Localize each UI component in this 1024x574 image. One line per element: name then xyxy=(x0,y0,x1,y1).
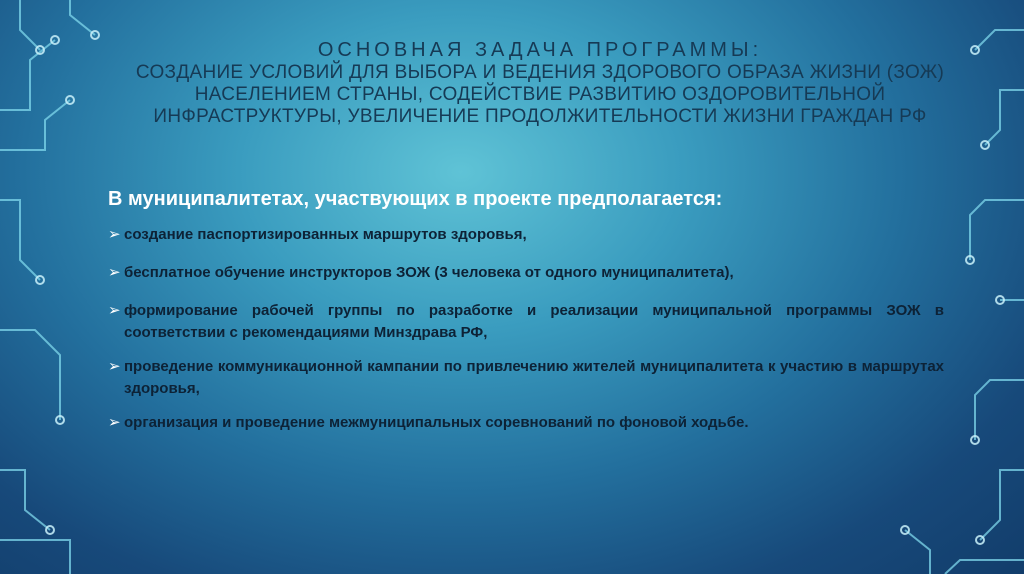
bullet-list xyxy=(108,224,958,434)
arrow-bullet-icon: ➢ xyxy=(108,226,121,243)
slide-heading xyxy=(100,38,980,128)
arrow-bullet-icon: ➢ xyxy=(108,358,121,375)
arrow-bullet-icon: ➢ xyxy=(108,264,121,281)
slide-title: ОСНОВНАЯ ЗАДАЧА ПРОГРАММЫ: xyxy=(317,39,763,61)
list-item-text: проведение коммуникационной кампании по привлечению жителей муниципалитета к участию в маршрутах здоровья, xyxy=(124,358,944,397)
slide-subtitle: СОЗДАНИЕ УСЛОВИЙ ДЛЯ ВЫБОРА И ВЕДЕНИЯ ЗДОРОВОГО ОБРАЗА ЖИЗНИ (ЗОЖ) НАСЕЛЕНИЕМ СТРАНЫ, СОДЕЙСТВИЕ РАЗВИТИЮ ОЗДОРОВИТЕЛЬНОЙ ИНФРАСТРУКТУРЫ, УВЕЛИЧЕНИЕ ПРОДОЛЖИТЕЛЬНОСТИ ЖИЗНИ ГРАЖДАН РФ xyxy=(135,62,945,127)
list-item xyxy=(108,300,958,344)
lead-text: В муниципалитетах, участвующих в проекте предполагается: xyxy=(108,188,723,210)
list-item xyxy=(108,224,958,246)
list-item-text: организация и проведение межмуниципальных соревнований по фоновой ходьбе. xyxy=(124,414,749,431)
list-item-text: формирование рабочей группы по разработке и реализации муниципальной программы ЗОЖ в соответствии с рекомендациями Минздрава РФ, xyxy=(124,302,944,341)
arrow-bullet-icon: ➢ xyxy=(108,302,121,319)
list-item-text: бесплатное обучение инструкторов ЗОЖ (3 человека от одного муниципалитета), xyxy=(124,264,734,281)
list-item-text: создание паспортизированных маршрутов здоровья, xyxy=(124,226,527,243)
arrow-bullet-icon: ➢ xyxy=(108,414,121,431)
list-item xyxy=(108,412,958,434)
list-item xyxy=(108,356,958,400)
list-item xyxy=(108,262,958,284)
slide-content xyxy=(108,186,958,450)
